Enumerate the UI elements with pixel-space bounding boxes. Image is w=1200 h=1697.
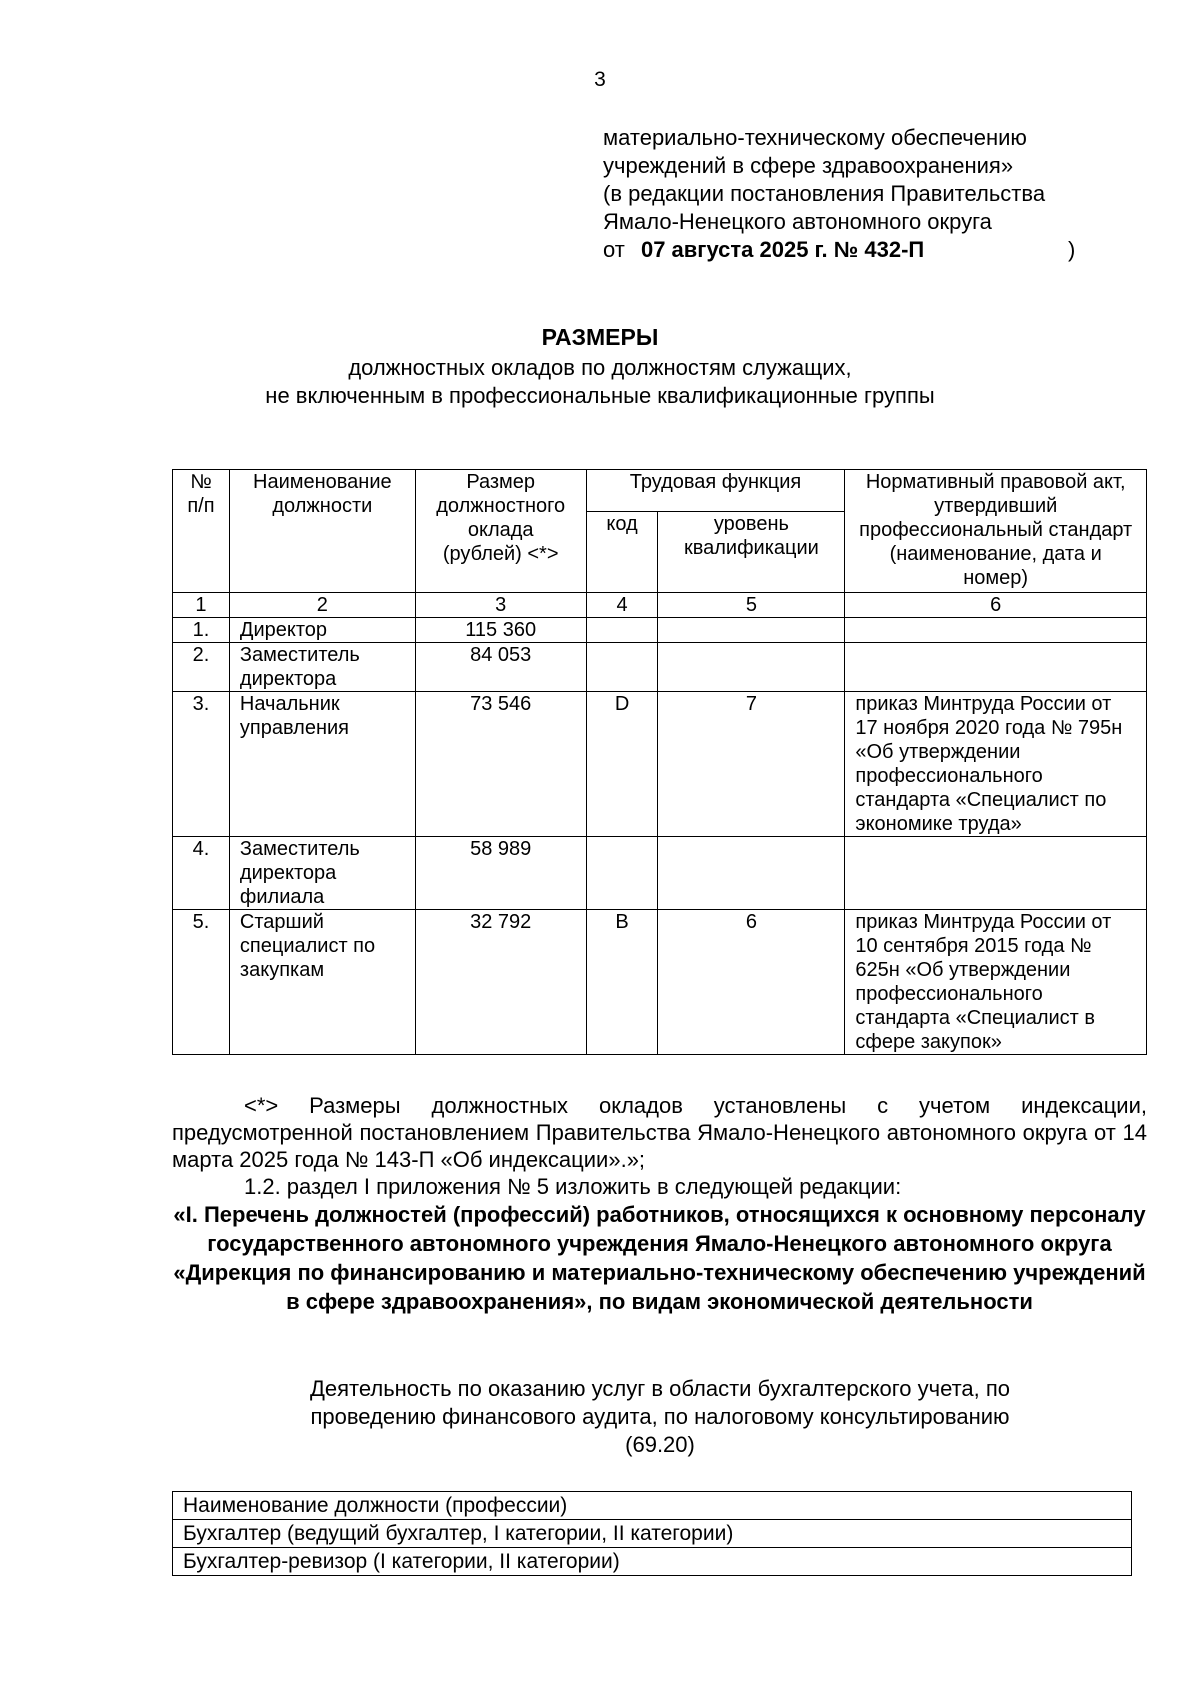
row-code xyxy=(586,643,658,692)
positions-table xyxy=(172,1491,1132,1576)
row-num: 1. xyxy=(173,618,230,643)
table-row xyxy=(173,692,1147,837)
page-number: 3 xyxy=(594,68,606,91)
row-name: Директор xyxy=(229,618,415,643)
clause-text: 1.2. раздел I приложения № 5 изложить в следующей редакции: xyxy=(244,1174,902,1199)
approval-line: учреждений в сфере здравоохранения» xyxy=(603,153,1014,178)
body-text xyxy=(172,1092,1147,1316)
document-subtitle xyxy=(0,354,1200,410)
table-row xyxy=(173,618,1147,643)
row-code xyxy=(586,837,658,910)
row-code: B xyxy=(586,910,658,1055)
subtitle-line: не включенным в профессиональные квалификационные группы xyxy=(265,383,935,408)
table-row xyxy=(173,643,1147,692)
row-num: 2. xyxy=(173,643,230,692)
table-row xyxy=(173,1548,1132,1576)
column-number: 4 xyxy=(586,593,658,618)
row-name: Заместитель директора xyxy=(229,643,415,692)
positions-header: Наименование должности (профессии) xyxy=(173,1492,1132,1520)
row-act xyxy=(845,837,1147,910)
row-salary: 32 792 xyxy=(415,910,586,1055)
table-row xyxy=(173,1492,1132,1520)
approval-block xyxy=(603,124,1123,264)
table-row xyxy=(173,1520,1132,1548)
row-level: 6 xyxy=(658,910,845,1055)
row-level xyxy=(658,837,845,910)
row-salary: 84 053 xyxy=(415,643,586,692)
row-name: Старший специалист по закупкам xyxy=(229,910,415,1055)
header-act: Нормативный правовой акт, утвердивший профессиональный стандарт (наименование, дата и номер) xyxy=(845,470,1147,593)
column-number: 6 xyxy=(845,593,1147,618)
row-salary: 58 989 xyxy=(415,837,586,910)
approval-line: материально-техническому обеспечению xyxy=(603,125,1027,150)
approval-date-number: 07 августа 2025 г. № 432-П xyxy=(640,237,925,262)
header-name: Наименование должности xyxy=(229,470,415,593)
row-salary: 73 546 xyxy=(415,692,586,837)
row-name: Начальник управления xyxy=(229,692,415,837)
approval-date-line xyxy=(603,236,1123,264)
position-cell: Бухгалтер (ведущий бухгалтер, I категории, II категории) xyxy=(173,1520,1132,1548)
approval-line: Ямало-Ненецкого автономного округа xyxy=(603,209,992,234)
column-number-row xyxy=(173,593,1147,618)
header-salary: Размер должностного оклада (рублей) <*> xyxy=(415,470,586,593)
table-header-row xyxy=(173,470,1147,512)
row-name: Заместитель директора филиала xyxy=(229,837,415,910)
row-act xyxy=(845,643,1147,692)
row-num: 4. xyxy=(173,837,230,910)
row-num: 5. xyxy=(173,910,230,1055)
section-title: «I. Перечень должностей (профессий) работников, относящихся к основному персоналу государственного автономного учреждения Ямало-Ненецкого автономного округа «Дирекция по финансированию и материально-техническому обеспечению учреждений в сфере здравоохранения», по видам экономической деятельности xyxy=(173,1202,1146,1314)
approval-from-label: от xyxy=(603,237,625,262)
document-title: РАЗМЕРЫ xyxy=(541,324,659,350)
row-act xyxy=(845,618,1147,643)
row-act: приказ Минтруда России от 17 ноября 2020 года № 795н «Об утверждении профессионального стандарта «Специалист по экономике труда» xyxy=(845,692,1147,837)
header-labor-function: Трудовая функция xyxy=(586,470,845,512)
row-level xyxy=(658,643,845,692)
salary-table xyxy=(172,469,1147,1055)
footnote: <*> Размеры должностных окладов установлены с учетом индексации, предусмотренной постановлением Правительства Ямало-Ненецкого автономного округа от 14 марта 2025 года № 143-П «Об индексации».»; xyxy=(172,1093,1147,1172)
row-act: приказ Минтруда России от 10 сентября 2015 года № 625н «Об утверждении профессионального стандарта «Специалист в сфере закупок» xyxy=(845,910,1147,1055)
header-code: код xyxy=(586,511,658,592)
row-level xyxy=(658,618,845,643)
activity-heading: Деятельность по оказанию услуг в области бухгалтерского учета, по проведению финансового аудита, по налоговому консультированию (69.20) xyxy=(309,1376,1011,1457)
position-cell: Бухгалтер-ревизор (I категории, II категории) xyxy=(173,1548,1132,1576)
header-num: № п/п xyxy=(173,470,230,593)
header-level: уровень квалификации xyxy=(658,511,845,592)
approval-line: (в редакции постановления Правительства xyxy=(603,181,1046,206)
table-row xyxy=(173,910,1147,1055)
table-row xyxy=(173,837,1147,910)
column-number: 2 xyxy=(229,593,415,618)
approval-close-paren: ) xyxy=(1068,237,1076,262)
column-number: 5 xyxy=(658,593,845,618)
column-number: 3 xyxy=(415,593,586,618)
row-code: D xyxy=(586,692,658,837)
column-number: 1 xyxy=(173,593,230,618)
row-salary: 115 360 xyxy=(415,618,586,643)
subtitle-line: должностных окладов по должностям служащих, xyxy=(348,355,852,380)
row-code xyxy=(586,618,658,643)
row-num: 3. xyxy=(173,692,230,837)
row-level: 7 xyxy=(658,692,845,837)
